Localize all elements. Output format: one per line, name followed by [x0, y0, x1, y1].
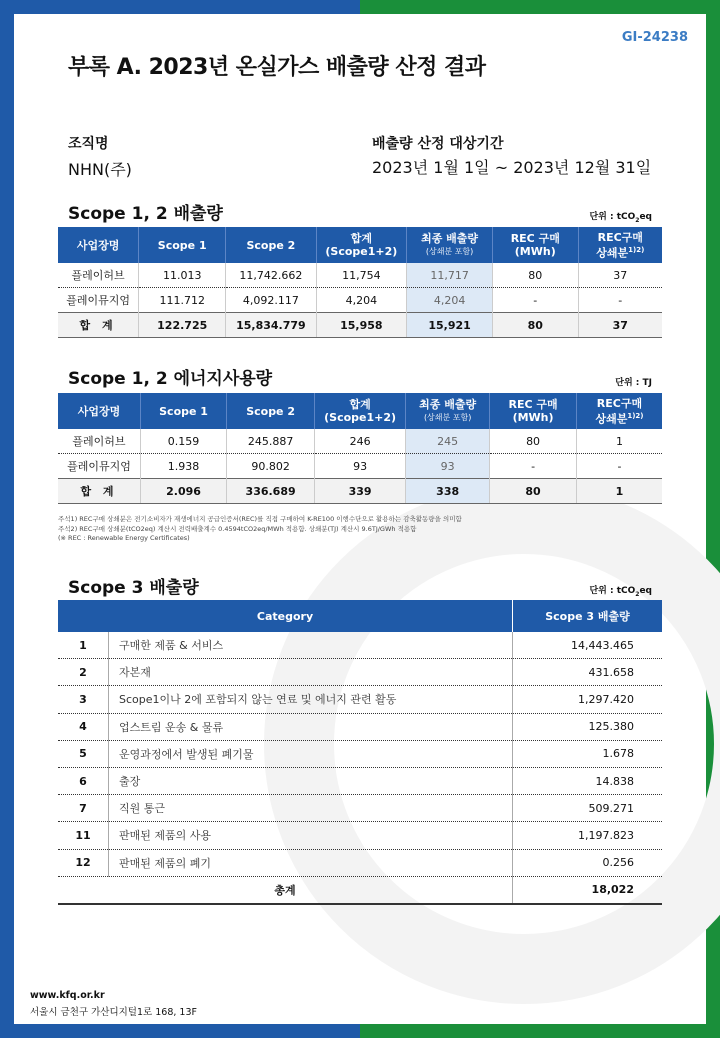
- cell-offset: 37: [578, 263, 662, 288]
- table-row: [58, 632, 662, 659]
- cell-final: 4,204: [407, 288, 493, 313]
- cell-site: 플레이허브: [58, 429, 140, 454]
- footnote-2: 주석2) REC구매 상쇄분(tCO2eq) 계산시 전력배출계수 0.4594tCO2eq/MWh 적용함. 상쇄분(TJ) 계산시 9.6TJ/GWh 적용함: [58, 524, 417, 533]
- emissions-table: [58, 227, 662, 338]
- page-title: 부록 A. 2023년 온실가스 배출량 산정 결과: [68, 55, 486, 80]
- cell-sum: 246: [315, 429, 406, 454]
- cell-num: 5: [58, 740, 109, 767]
- cell-offset: 1: [576, 479, 662, 504]
- total-value: 18,022: [513, 876, 663, 904]
- cell-num: 11: [58, 822, 109, 849]
- table-row: [58, 713, 662, 740]
- table-row: [58, 686, 662, 713]
- table-header-row: [58, 227, 662, 263]
- cell-sum: 339: [315, 479, 406, 504]
- cell-value: 509.271: [513, 795, 663, 822]
- cell-sum: 4,204: [316, 288, 407, 313]
- cell-value: 1,197.823: [513, 822, 663, 849]
- cell-value: 125.380: [513, 713, 663, 740]
- col-final: 최종 배출량 (상쇄분 포함): [407, 227, 493, 263]
- cell-scope1: 0.159: [140, 429, 226, 454]
- bottom-border-blue: [0, 1024, 360, 1038]
- cell-final: 11,717: [407, 263, 493, 288]
- period-label: 배출량 산정 대상기간: [372, 136, 504, 152]
- footer-address: 서울시 금천구 가산디지털1로 168, 13F: [30, 1007, 197, 1018]
- emissions-unit: 단위 : tCO$_2$eq: [589, 212, 652, 224]
- col-rec: REC 구매 (MWh): [490, 393, 577, 429]
- cell-category: 자본재: [109, 659, 513, 686]
- cell-category: 직원 통근: [109, 795, 513, 822]
- scope3-title: Scope 3 배출량: [68, 578, 199, 598]
- period-value: 2023년 1월 1일 ~ 2023년 12월 31일: [372, 158, 652, 177]
- cell-site: 플레이뮤지엄: [58, 454, 140, 479]
- table-row: [58, 288, 662, 313]
- col-scope1: Scope 1: [140, 393, 226, 429]
- org-label: 조직명: [68, 136, 109, 152]
- cell-scope1: 111.712: [139, 288, 226, 313]
- table-total-row: [58, 876, 662, 904]
- table-row: [58, 822, 662, 849]
- scope3-table: [58, 600, 662, 905]
- table-row: [58, 849, 662, 876]
- table-row: [58, 767, 662, 794]
- cell-value: 14.838: [513, 767, 663, 794]
- cell-scope2: 15,834.779: [226, 313, 316, 338]
- cell-num: 3: [58, 686, 109, 713]
- table-row: [58, 659, 662, 686]
- cell-category: 업스트림 운송 & 물류: [109, 713, 513, 740]
- table-row: [58, 263, 662, 288]
- col-final: 최종 배출량 (상쇄분 포함): [406, 393, 490, 429]
- col-scope3-value: Scope 3 배출량: [513, 600, 663, 632]
- cell-rec: -: [492, 288, 578, 313]
- table-row: [58, 429, 662, 454]
- cell-scope2: 336.689: [227, 479, 315, 504]
- col-scope2: Scope 2: [226, 227, 316, 263]
- footer-url[interactable]: www.kfq.or.kr: [30, 990, 105, 1001]
- col-scope2: Scope 2: [227, 393, 315, 429]
- table-header-row: [58, 393, 662, 429]
- top-border-blue: [0, 0, 360, 14]
- footnotes: [58, 515, 462, 544]
- col-sum: 합계 (Scope1+2): [315, 393, 406, 429]
- table-total-row: [58, 479, 662, 504]
- cell-num: 12: [58, 849, 109, 876]
- cell-rec: 80: [492, 263, 578, 288]
- cell-offset: 37: [578, 313, 662, 338]
- footnote-1: 주석1) REC구매 상쇄분은 전기소비자가 재생에너지 공급인증서(REC)를 직접 구매하여 K-RE100 이행수단으로 활용하는 감축활동량을 의미함: [58, 515, 462, 523]
- energy-table: [58, 393, 662, 504]
- cell-offset: 1: [576, 429, 662, 454]
- energy-unit: 단위 : TJ: [615, 378, 652, 388]
- cell-rec: 80: [490, 479, 577, 504]
- cell-scope2: 245.887: [227, 429, 315, 454]
- cell-scope1: 122.725: [139, 313, 226, 338]
- table-row: [58, 454, 662, 479]
- cell-final: 15,921: [407, 313, 493, 338]
- cell-category: 판매된 제품의 폐기: [109, 849, 513, 876]
- cell-value: 1.678: [513, 740, 663, 767]
- col-rec: REC 구매 (MWh): [492, 227, 578, 263]
- cell-num: 6: [58, 767, 109, 794]
- cell-scope1: 11.013: [139, 263, 226, 288]
- emissions-title: Scope 1, 2 배출량: [68, 204, 223, 224]
- bottom-border-green: [360, 1024, 720, 1038]
- table-row: [58, 795, 662, 822]
- cell-final: 93: [406, 454, 490, 479]
- cell-rec: -: [490, 454, 577, 479]
- col-scope1: Scope 1: [139, 227, 226, 263]
- cell-sum: 93: [315, 454, 406, 479]
- cell-category: Scope1이나 2에 포함되지 않는 연료 및 에너지 관련 활동: [109, 686, 513, 713]
- col-site: 사업장명: [58, 227, 139, 263]
- cell-site: 플레이허브: [58, 263, 139, 288]
- cell-num: 1: [58, 632, 109, 659]
- cell-scope2: 4,092.117: [226, 288, 316, 313]
- cell-scope2: 90.802: [227, 454, 315, 479]
- org-value: NHN(주): [68, 160, 132, 179]
- cell-site: 플레이뮤지엄: [58, 288, 139, 313]
- col-category: Category: [58, 600, 513, 632]
- col-offset: REC구매 상쇄분$^{1)2)}$: [578, 227, 662, 263]
- cell-category: 출장: [109, 767, 513, 794]
- cell-category: 구매한 제품 & 서비스: [109, 632, 513, 659]
- table-header-row: [58, 600, 662, 632]
- cell-scope2: 11,742.662: [226, 263, 316, 288]
- left-border: [0, 0, 14, 1038]
- cell-offset: -: [576, 454, 662, 479]
- cell-value: 0.256: [513, 849, 663, 876]
- footnote-3: (※ REC : Renewable Energy Certificates): [58, 534, 190, 542]
- cell-value: 431.658: [513, 659, 663, 686]
- cell-num: 7: [58, 795, 109, 822]
- cell-scope1: 2.096: [140, 479, 226, 504]
- table-total-row: [58, 313, 662, 338]
- cell-final: 245: [406, 429, 490, 454]
- col-offset: REC구매 상쇄분$^{1)2)}$: [576, 393, 662, 429]
- cell-rec: 80: [490, 429, 577, 454]
- cell-num: 2: [58, 659, 109, 686]
- energy-title: Scope 1, 2 에너지사용량: [68, 369, 273, 389]
- cell-category: 판매된 제품의 사용: [109, 822, 513, 849]
- cell-value: 14,443.465: [513, 632, 663, 659]
- document-id: GI-24238: [621, 30, 688, 45]
- cell-total-label: 합 계: [58, 313, 139, 338]
- cell-scope1: 1.938: [140, 454, 226, 479]
- cell-category: 운영과정에서 발생된 폐기물: [109, 740, 513, 767]
- cell-final: 338: [406, 479, 490, 504]
- cell-sum: 11,754: [316, 263, 407, 288]
- total-label: 총계: [58, 876, 513, 904]
- table-row: [58, 740, 662, 767]
- cell-value: 1,297.420: [513, 686, 663, 713]
- top-border-green: [360, 0, 720, 14]
- col-sum: 합계 (Scope1+2): [316, 227, 407, 263]
- cell-total-label: 합 계: [58, 479, 140, 504]
- col-site: 사업장명: [58, 393, 140, 429]
- scope3-unit: 단위 : tCO$_2$eq: [589, 586, 652, 598]
- cell-sum: 15,958: [316, 313, 407, 338]
- cell-offset: -: [578, 288, 662, 313]
- cell-num: 4: [58, 713, 109, 740]
- cell-rec: 80: [492, 313, 578, 338]
